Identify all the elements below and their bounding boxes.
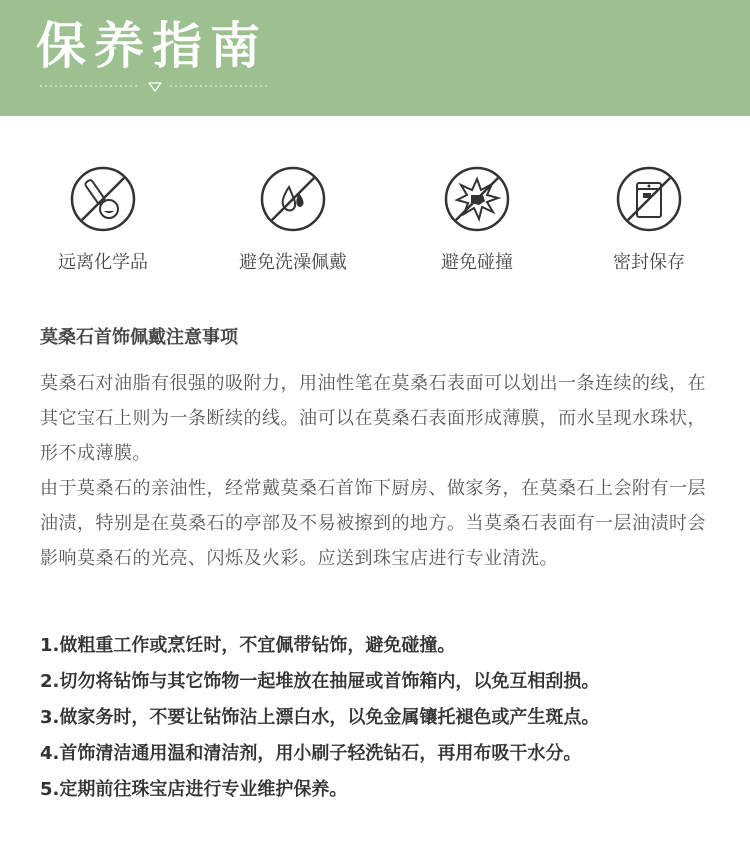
icon-label: 密封保存: [613, 252, 685, 273]
tip-item: 4.首饰清洁通用温和清洁剂，用小刷子轻洗钻石，再用布吸干水分。: [40, 743, 582, 764]
section-heading: 莫桑石首饰佩戴注意事项: [40, 327, 238, 348]
decorative-divider: [40, 79, 270, 93]
tip-item: 3.做家务时，不要让钻饰沾上漂白水，以免金属镶托褪色或产生斑点。: [40, 707, 600, 728]
diamond-icon: [149, 83, 161, 91]
tip-item: 5.定期前往珠宝店进行专业维护保养。: [40, 779, 348, 800]
tip-item: 2.切勿将钻饰与其它饰物一起堆放在抽屉或首饰箱内，以免互相刮损。: [40, 671, 600, 692]
no-water-icon: [259, 165, 327, 233]
icon-label: 避免碰撞: [441, 252, 513, 273]
paragraph-cleaning: 由于莫桑石的亲油性，经常戴莫桑石首饰下厨房、做家务，在莫桑石上会附有一层油渍，特别是在莫桑石的亭部及不易被擦到的地方。当莫桑石表面有一层油渍时会影响莫桑石的光亮、闪烁及火彩。应送到珠宝店进行专业清洗。: [40, 478, 706, 569]
paragraph-oil-affinity: 莫桑石对油脂有很强的吸附力，用油性笔在莫桑石表面可以划出一条连续的线，在其它宝石上则为一条断续的线。油可以在莫桑石表面形成薄膜，而水呈现水珠状，形不成薄膜。: [40, 373, 706, 464]
tip-item: 1.做粗重工作或烹饪时，不宜佩带钻饰，避免碰撞。: [40, 635, 456, 656]
icon-label: 避免洗澡佩戴: [239, 252, 347, 273]
icon-item-sealed: [559, 165, 739, 275]
care-tips-list: [40, 628, 730, 808]
care-icons-row: [0, 165, 750, 285]
icon-item-impact: [387, 165, 567, 275]
no-impact-icon: [443, 165, 511, 233]
icon-item-chemicals: [13, 165, 193, 275]
icon-label: 远离化学品: [58, 252, 148, 273]
no-chemicals-icon: [69, 165, 137, 233]
sealed-storage-icon: [615, 165, 683, 233]
page-title: 保养指南: [36, 17, 268, 75]
icon-item-water: [203, 165, 383, 275]
header-banner: [0, 0, 750, 116]
